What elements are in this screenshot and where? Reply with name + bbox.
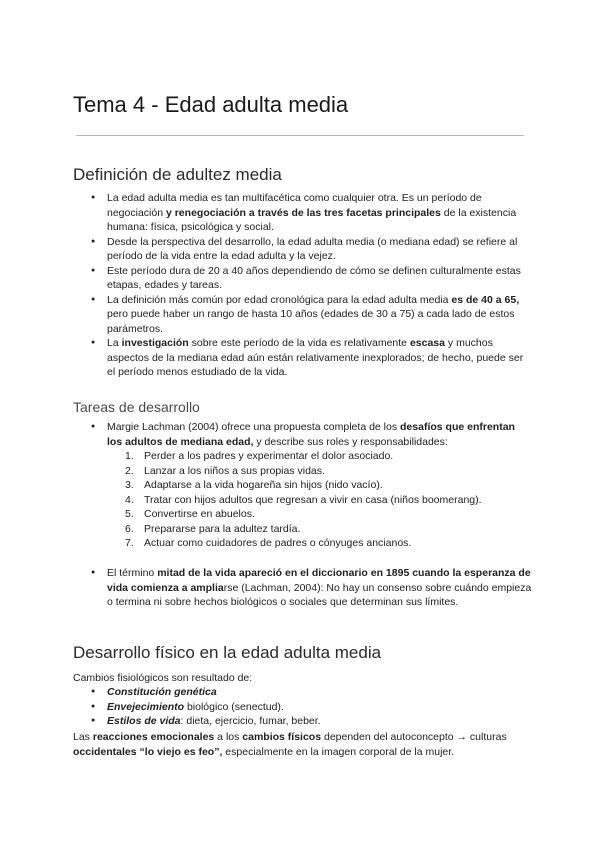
task-item: 3. Adaptarse a la vida hogareña sin hijos (nido vacío). [125,479,383,491]
task-item: 1. Perder a los padres y experimentar el dolor asociado. [125,450,394,462]
task-item: 5. Convertirse en abuelos. [125,508,255,520]
list-item: ● La investigación sobre este período de la vida es relativamente escasa y muchos aspectos de la mediana edad aún están relativamente inexplorados; de hecho, puede ser el período menos estudiado de la vida. [107,336,532,380]
task-item: 7. Actuar como cuidadores de padres o cónyuges ancianos. [125,537,412,549]
tareas-note-list [107,566,532,610]
task-item: 4. Tratar con hijos adultos que regresan a vivir en casa (niños boomerang). [125,493,482,506]
page-title: Tema 4 - Edad adulta media [73,92,349,117]
tareas-bullet-list [107,420,532,551]
tasks-numbered-list [107,449,532,551]
task-item: 6. Prepararse para la adultez tardía. [125,522,301,535]
list-item: ● Estilos de vida: dieta, ejercicio, fumar, beber. [107,714,321,729]
section-heading-desarrollo-fisico: Desarrollo físico en la edad adulta media [73,643,382,662]
list-item: ● Margie Lachman (2004) ofrece una propuesta completa de los desafíos que enfrentan los adultos de mediana edad, y describe sus roles y responsabilidades: 1. Perder a los padres y experimentar el dolor asociado. 2. Lanzar a los niños a sus propias vidas. 3. Adaptarse a la vida hogareña sin hijos (nido vacío). 4. Tratar con hijos adultos que regresan a vivir en casa (niños boomerang). 5. Convertirse en abuelos. 6. Prepararse para la adultez tardía. 7. Actuar como cuidadores de padres o cónyuges ancianos. [107,420,532,551]
list-item: ● La edad adulta media es tan multifacética como cualquier otra. Es un período de negociación y renegociación a través de las tres facetas principales de la existencia humana: física, psicológica y social. [107,191,532,235]
section-heading-tareas: Tareas de desarrollo [73,399,200,415]
list-item: ● Constitución genética [107,685,321,700]
list-item: ● Este período dura de 20 a 40 años dependiendo de cómo se definen culturalmente estas etapas, edades y tareas. [107,264,532,293]
list-item: ● El término mitad de la vida apareció en el diccionario en 1895 cuando la esperanza de vida comienza a ampliarse (Lachman, 2004): No hay un consenso sobre cuándo empieza o termina ni sobre hechos biológicos o sociales que determinan sus límites. [107,566,532,610]
list-item: ● Desde la perspectiva del desarrollo, la edad adulta media (o mediana edad) se refiere al período de la vida entre la edad adulta y la vejez. [107,235,532,264]
causes-list [107,685,321,729]
closing-paragraph: Las reacciones emocionales a los cambios físicos dependen del autoconcepto → culturas occidentales “lo viejo es feo”, especialmente en la imagen corporal de la mujer. [73,731,507,758]
causes-lead-text: Cambios fisiológicos son resultado de: [73,672,253,684]
task-item: 2. Lanzar a los niños a sus propias vidas. [125,464,325,477]
section-heading-definicion: Definición de adultez media [73,165,282,184]
title-divider [76,135,524,136]
list-item: ● Envejecimiento biológico (senectud). [107,700,321,715]
list-item: ● La definición más común por edad cronológica para la edad adulta media es de 40 a 65, pero puede haber un rango de hasta 10 años (edades de 30 a 75) a cada lado de estos parámetros. [107,293,532,337]
definicion-bullet-list [107,191,532,380]
